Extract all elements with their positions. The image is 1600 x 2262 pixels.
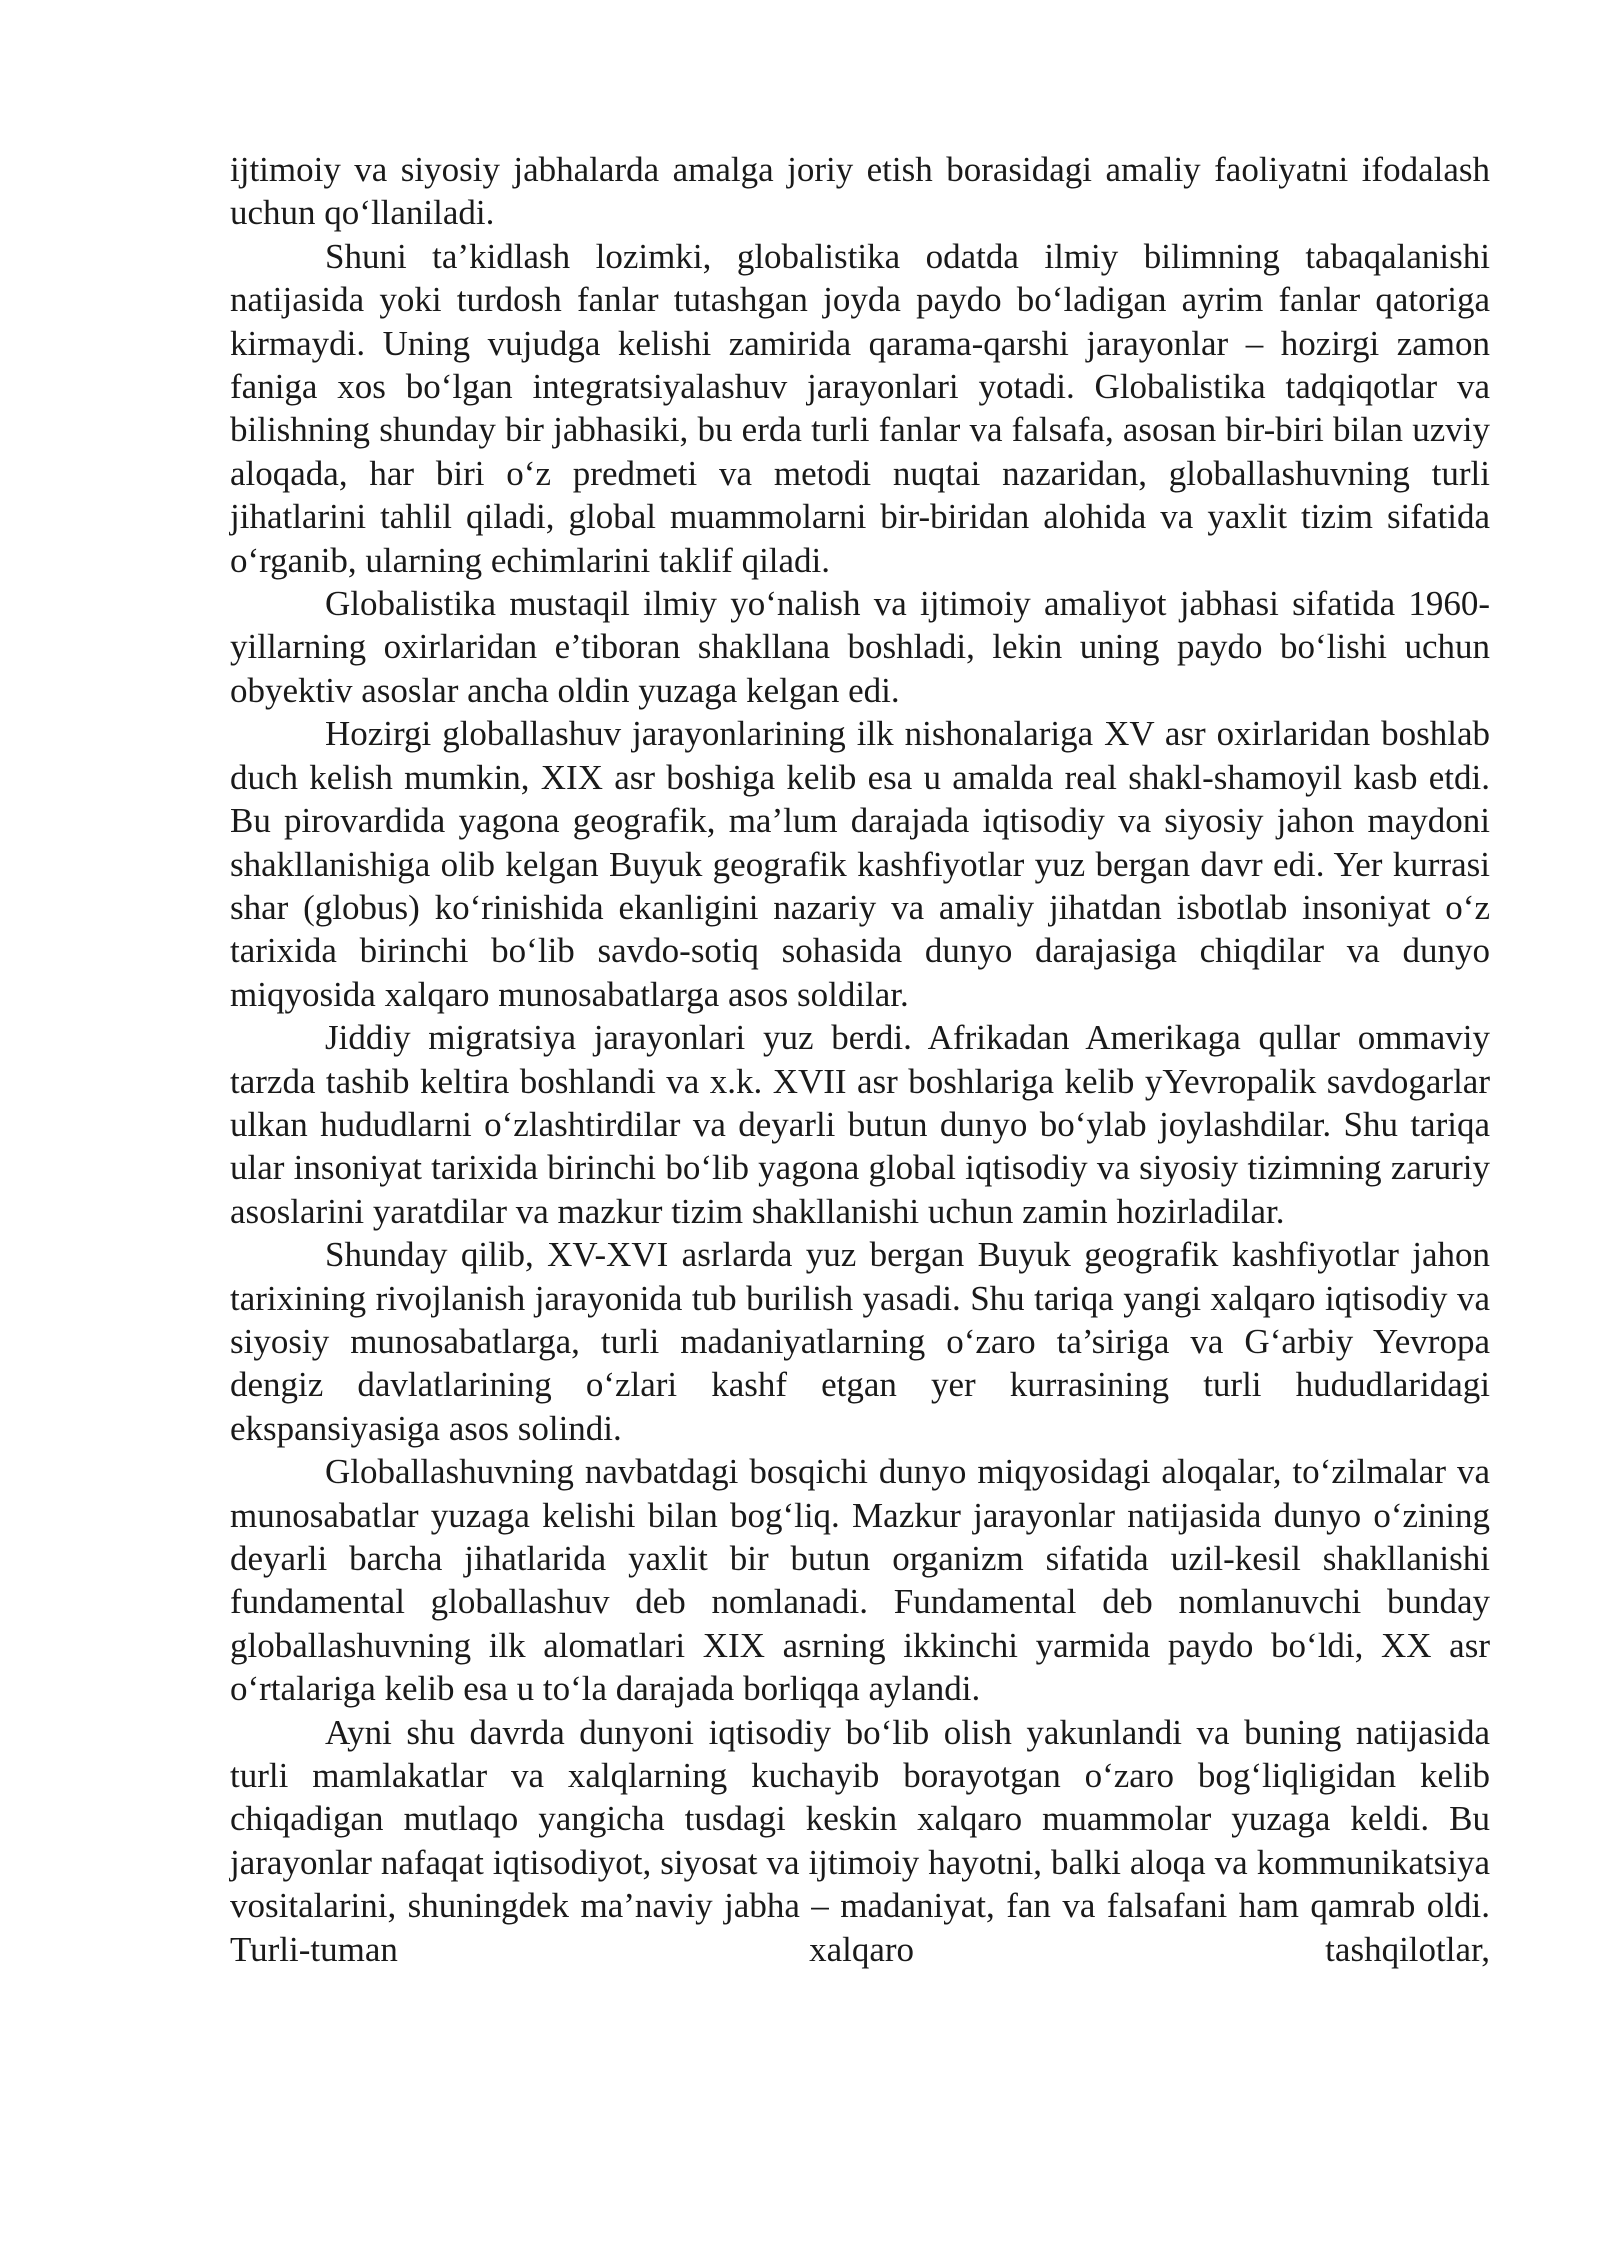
paragraph: Globallashuvning navbatdagi bosqichi dunyo miqyosidagi aloqalar, to‘zilmalar va munosabatlar yuzaga kelishi bilan bog‘liq. Mazkur jarayonlar natijasida dunyo o‘zining deyarli barcha jihatlarida yaxlit bir butun organizm sifatida uzil-kesil shakllanishi fundamental globallashuv deb nomlanadi. Fundamental deb nomlanuvchi bunday globallashuvning ilk alomatlari XIX asrning ikkinchi yarmida paydo bo‘ldi, XX asr o‘rtalariga kelib esa u to‘la darajada borliqqa aylandi. xyxy=(230,1452,1490,1709)
paragraph: Jiddiy migratsiya jarayonlari yuz berdi. Afrikadan Amerikaga qullar ommaviy tarzda tashib keltira boshlandi va x.k. XVII asr boshlariga kelib yYevropalik savdogarlar ulkan hududlarni o‘zlashtirdilar va deyarli butun dunyo bo‘ylab joylashdilar. Shu tariqa ular insoniyat tarixida birinchi bo‘lib yagona global iqtisodiy va siyosiy tizimning zaruriy asoslarini yaratdilar va mazkur tizim shakllanishi uchun zamin hozirladilar. xyxy=(230,1018,1490,1231)
document-page xyxy=(230,148,1490,1971)
paragraph-final: Ayni shu davrda dunyoni iqtisodiy bo‘lib olish yakunlandi va buning natijasida turli mamlakatlar va xalqlarning kuchayib borayotgan o‘zaro bog‘liqligidan kelib chiqadigan mutlaqo yangicha tusdagi keskin xalqaro muammolar yuzaga keldi. Bu jarayonlar nafaqat iqtisodiyot, siyosat va ijtimoiy hayotni, balki aloqa va kommunikatsiya vositalarini, shuningdek ma’naviy jabha – madaniyat, fan va falsafani ham qamrab oldi. Turli-tuman xalqaro tashqilotlar, xyxy=(230,1712,1490,1969)
paragraph-continuation: ijtimoiy va siyosiy jabhalarda amalga joriy etish borasidagi amaliy faoliyatni ifodalash uchun qo‘llaniladi. xyxy=(230,150,1490,233)
paragraph: Hozirgi globallashuv jarayonlarining ilk nishonalariga XV asr oxirlaridan boshlab duch kelish mumkin, XIX asr boshiga kelib esa u amalda real shakl-shamoyil kasb etdi. Bu pirovardida yagona geografik, ma’lum darajada iqtisodiy va siyosiy jahon maydoni shakllanishiga olib kelgan Buyuk geografik kashfiyotlar yuz bergan davr edi. Yer kurrasi shar (globus) ko‘rinishida ekanligini nazariy va amaliy jihatdan isbotlab insoniyat o‘z tarixida birinchi bo‘lib savdo-sotiq sohasida dunyo darajasiga chiqdilar va dunyo miqyosida xalqaro munosabatlarga asos soldilar. xyxy=(230,714,1490,1014)
paragraph: Shunday qilib, XV-XVI asrlarda yuz bergan Buyuk geografik kashfiyotlar jahon tarixining rivojlanish jarayonida tub burilish yasadi. Shu tariqa yangi xalqaro iqtisodiy va siyosiy munosabatlarga, turli madaniyatlarning o‘zaro ta’siriga va G‘arbiy Yevropa dengiz davlatlarining o‘zlari kashf etgan yer kurrasining turli hududlaridagi ekspansiyasiga asos solindi. xyxy=(230,1235,1490,1448)
paragraph: Globalistika mustaqil ilmiy yo‘nalish va ijtimoiy amaliyot jabhasi sifatida 1960-yillarning oxirlaridan e’tiboran shakllana boshladi, lekin uning paydo bo‘lishi uchun obyektiv asoslar ancha oldin yuzaga kelgan edi. xyxy=(230,584,1490,710)
paragraph: Shuni ta’kidlash lozimki, globalistika odatda ilmiy bilimning tabaqalanishi natijasida yoki turdosh fanlar tutashgan joyda paydo bo‘ladigan ayrim fanlar qatoriga kirmaydi. Uning vujudga kelishi zamirida qarama-qarshi jarayonlar – hozirgi zamon faniga xos bo‘lgan integratsiyalashuv jarayonlari yotadi. Globalistika tadqiqotlar va bilishning shunday bir jabhasiki, bu erda turli fanlar va falsafa, asosan bir-biri bilan uzviy aloqada, har biri o‘z predmeti va metodi nuqtai nazaridan, globallashuvning turli jihatlarini tahlil qiladi, global muammolarni bir-biridan alohida va yaxlit tizim sifatida o‘rganib, ularning echimlarini taklif qiladi. xyxy=(230,236,1490,580)
